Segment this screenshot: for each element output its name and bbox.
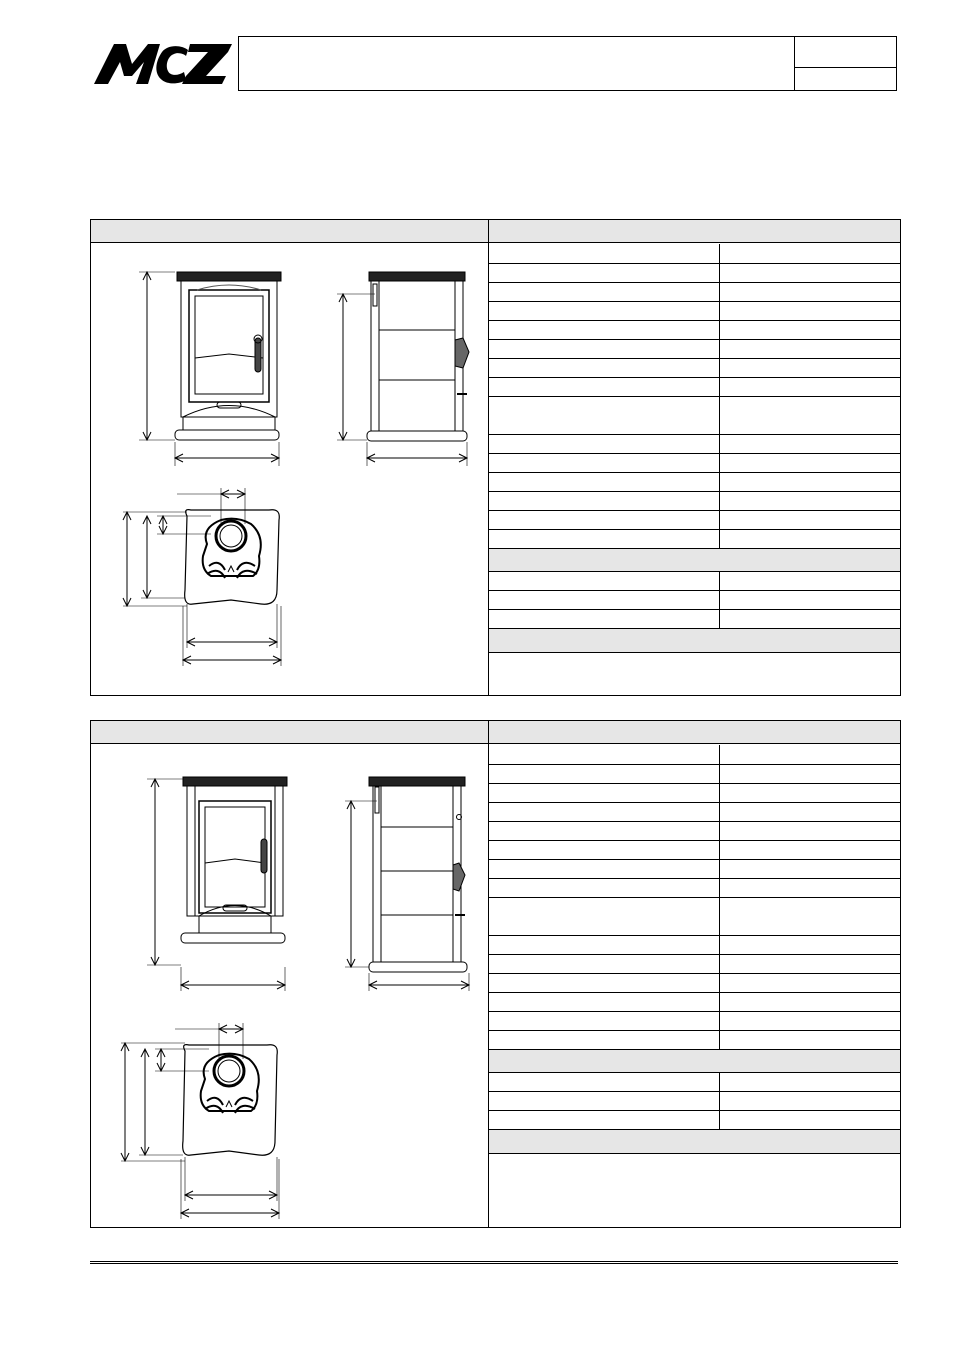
table-row xyxy=(489,378,900,397)
table-row xyxy=(489,1012,900,1031)
table-row xyxy=(489,591,900,610)
specs-header-1 xyxy=(488,220,900,243)
specs-header-2 xyxy=(488,721,900,744)
table-row xyxy=(489,860,900,879)
notes-text xyxy=(489,1154,900,1162)
top-view-2 xyxy=(121,1023,279,1219)
table-row xyxy=(489,244,900,264)
side-view-2 xyxy=(345,777,469,991)
drawing-header-1 xyxy=(91,220,488,243)
table-row xyxy=(489,974,900,993)
table-row xyxy=(489,572,900,591)
table-row xyxy=(489,1092,900,1111)
table-row xyxy=(489,454,900,473)
table-row xyxy=(489,435,900,454)
front-view-1 xyxy=(139,272,281,466)
table-row xyxy=(489,610,900,629)
top-view-1 xyxy=(123,488,281,666)
product-panel-2 xyxy=(90,720,901,1228)
spec-table-2 xyxy=(489,745,900,1162)
stove-drawing-2 xyxy=(91,745,488,1228)
header-title-box xyxy=(238,36,795,91)
front-view-2 xyxy=(147,777,287,991)
table-row xyxy=(489,340,900,359)
drawing-header-2 xyxy=(91,721,488,744)
table-row xyxy=(489,784,900,803)
product-panel-1 xyxy=(90,219,901,696)
table-row xyxy=(489,359,900,378)
section-header xyxy=(489,1050,900,1073)
table-row xyxy=(489,936,900,955)
table-row xyxy=(489,511,900,530)
mcz-logo xyxy=(92,40,234,88)
table-row xyxy=(489,283,900,302)
table-row xyxy=(489,397,900,435)
notes-text xyxy=(489,653,900,661)
table-row xyxy=(489,1031,900,1050)
header-code-box xyxy=(795,36,897,91)
footer-rule xyxy=(90,1261,898,1264)
table-row xyxy=(489,1111,900,1130)
table-row xyxy=(489,492,900,511)
table-row xyxy=(489,993,900,1012)
section-header xyxy=(489,549,900,572)
table-row xyxy=(489,822,900,841)
table-row xyxy=(489,264,900,283)
spec-table-1 xyxy=(489,244,900,661)
table-row xyxy=(489,803,900,822)
table-row xyxy=(489,321,900,340)
table-row xyxy=(489,898,900,936)
table-row xyxy=(489,1073,900,1092)
table-row xyxy=(489,745,900,765)
table-row xyxy=(489,765,900,784)
table-row xyxy=(489,879,900,898)
notes-header xyxy=(489,1130,900,1154)
side-view-1 xyxy=(337,272,469,466)
table-row xyxy=(489,473,900,492)
table-row xyxy=(489,302,900,321)
table-row xyxy=(489,955,900,974)
stove-drawing-1 xyxy=(91,244,488,696)
table-row xyxy=(489,530,900,549)
table-row xyxy=(489,841,900,860)
notes-header xyxy=(489,629,900,653)
